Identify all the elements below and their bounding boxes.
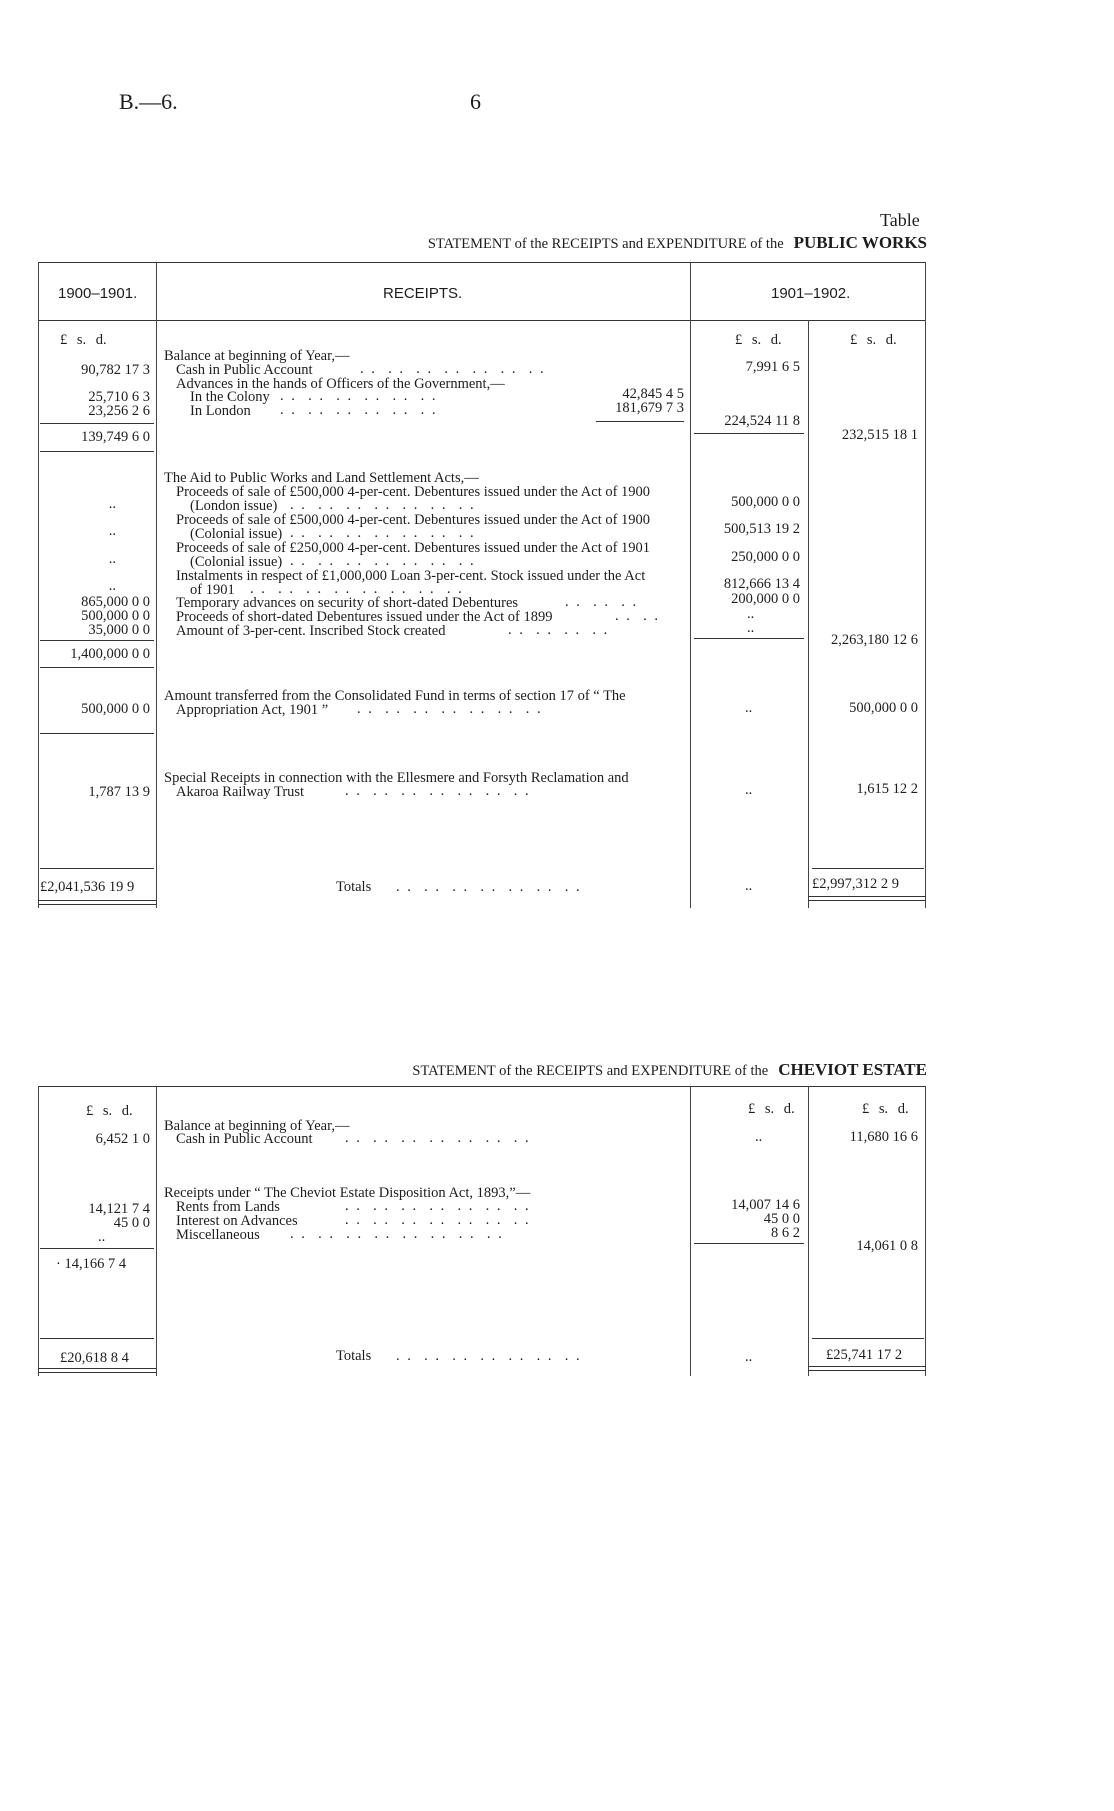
subtotal-rule bbox=[40, 451, 154, 452]
double-rule bbox=[38, 1372, 156, 1373]
t2-rec-line: Interest on Advances bbox=[176, 1213, 298, 1229]
t2-vline bbox=[690, 1086, 691, 1376]
t1-aid-prev: 35,000 0 0 bbox=[88, 622, 150, 638]
t1-vline bbox=[925, 262, 926, 908]
double-rule bbox=[808, 896, 926, 897]
page-reference: B.—6. bbox=[119, 89, 178, 114]
t2-rec-c1: 8 6 2 bbox=[771, 1225, 800, 1241]
t1-aid-prev: .. bbox=[108, 551, 116, 567]
dot-leader: . . . . . . . . . . . . . . bbox=[396, 879, 582, 895]
dot-leader: . . . . . . . . . . . . . . bbox=[290, 525, 476, 541]
dot-leader: . . . . . . . . . . . . . . . . bbox=[250, 581, 464, 597]
t1-aid-prev: 500,000 0 0 bbox=[81, 608, 150, 624]
t1-special-line: Akaroa Railway Trust bbox=[176, 784, 305, 800]
t2-totals-c1: .. bbox=[745, 1349, 753, 1365]
t1-special-prev: 1,787 13 9 bbox=[88, 784, 150, 800]
t1-consol-line: Appropriation Act, 1901 ” bbox=[176, 702, 329, 718]
t1-aid-c1: 812,666 13 4 bbox=[723, 576, 800, 592]
t1-col-desc: RECEIPTS. bbox=[383, 285, 463, 302]
dot-leader: . . . . . . . . . . . . . . bbox=[360, 361, 546, 377]
t2-bal-prev: 6,452 1 0 bbox=[95, 1131, 150, 1147]
double-rule bbox=[808, 900, 926, 901]
t1-sub-value: 181,679 7 3 bbox=[615, 400, 684, 416]
t1-aid-prev: .. bbox=[108, 496, 116, 512]
t1-consol-prev: 500,000 0 0 bbox=[81, 701, 150, 717]
t1-top-rule bbox=[38, 262, 926, 263]
t1-balance-c2-total: 232,515 18 1 bbox=[841, 427, 918, 443]
dot-leader: . . . . . . . . . . . . . . bbox=[345, 783, 531, 799]
t1-aid-c1: .. bbox=[747, 620, 755, 636]
dot-leader: . . . . . . . . . . . . . . bbox=[357, 701, 543, 717]
t2-bal-c1: .. bbox=[755, 1129, 763, 1145]
t1-aid-line: Instalments in respect of £1,000,000 Loan 3-per-cent. Stock issued under the Act bbox=[176, 568, 646, 584]
t2-vline bbox=[38, 1086, 39, 1376]
t1-aid-c1: 200,000 0 0 bbox=[731, 591, 800, 607]
dot-leader: . . . . . . bbox=[565, 594, 639, 610]
t1-lsd-c1: £ s. d. bbox=[735, 332, 782, 348]
subtotal-rule bbox=[596, 421, 684, 422]
t1-special-c2: 1,615 12 2 bbox=[856, 781, 918, 797]
t1-line: In London bbox=[190, 403, 251, 419]
t2-top-rule bbox=[38, 1086, 926, 1087]
t1-totals-c1: .. bbox=[745, 878, 753, 894]
double-rule bbox=[38, 1368, 156, 1369]
t1-balance-c1-total: 224,524 11 8 bbox=[724, 413, 800, 429]
subtotal-rule bbox=[694, 638, 804, 639]
dot-leader: . . . . . . . . . . . . . . bbox=[290, 497, 476, 513]
t2-title-bold: CHEVIOT ESTATE bbox=[778, 1060, 927, 1079]
t1-aid-c1: .. bbox=[747, 606, 755, 622]
t2-rec-c2-total: 14,061 0 8 bbox=[856, 1238, 918, 1254]
t2-rec-prev: 45 0 0 bbox=[113, 1215, 150, 1231]
dot-leader: . . . . . . . . . . . . . . bbox=[345, 1212, 531, 1228]
t1-totals-prev: £2,041,536 19 9 bbox=[40, 879, 135, 895]
subtotal-rule bbox=[40, 1248, 154, 1249]
t1-special-line: Special Receipts in connection with the Ellesmere and Forsyth Reclamation and bbox=[164, 770, 629, 786]
t1-c1-value: 7,991 6 5 bbox=[745, 359, 800, 375]
t1-vline bbox=[690, 262, 691, 908]
t1-aid-prev: .. bbox=[108, 578, 116, 594]
t1-line: In the Colony bbox=[190, 389, 270, 405]
t2-vline bbox=[808, 1086, 809, 1376]
t2-rec-prev: 14,121 7 4 bbox=[88, 1201, 150, 1217]
t2-rec-prev-total: · 14,166 7 4 bbox=[56, 1256, 127, 1272]
t1-aid-c1: 500,000 0 0 bbox=[731, 494, 800, 510]
t1-consol-c1: .. bbox=[745, 700, 753, 716]
t1-prev-value: 90,782 17 3 bbox=[81, 362, 150, 378]
t1-aid-line: (Colonial issue) bbox=[190, 554, 283, 570]
dot-leader: . . . . . . . . . . . . bbox=[280, 388, 438, 404]
subtotal-rule bbox=[694, 433, 804, 434]
t2-lsd-c1: £ s. d. bbox=[748, 1101, 795, 1117]
t2-totals-label: Totals bbox=[336, 1348, 372, 1364]
t2-vline bbox=[925, 1086, 926, 1376]
dot-leader: . . . . bbox=[615, 608, 660, 624]
t1-prev-value: 23,256 2 6 bbox=[88, 403, 150, 419]
t1-aid-line: (Colonial issue) bbox=[190, 526, 283, 542]
t2-bal-text: Cash in Public Account bbox=[176, 1131, 313, 1147]
subtotal-rule bbox=[40, 733, 154, 734]
double-rule bbox=[38, 900, 156, 901]
page-number: 6 bbox=[470, 89, 481, 114]
t1-title-bold: PUBLIC WORKS bbox=[793, 233, 927, 252]
t1-totals-label: Totals bbox=[336, 879, 372, 895]
t2-rec-c1: 14,007 14 6 bbox=[731, 1197, 800, 1213]
dot-leader: . . . . . . . . bbox=[508, 622, 610, 638]
t1-line: Advances in the hands of Officers of the Government,— bbox=[176, 376, 505, 392]
t1-aid-prev: .. bbox=[108, 523, 116, 539]
subtotal-rule bbox=[694, 1243, 804, 1244]
t2-lsd-prev: £ s. d. bbox=[86, 1103, 133, 1119]
total-rule bbox=[40, 868, 154, 869]
t2-bal-heading: Balance at beginning of Year,— bbox=[164, 1118, 350, 1134]
subtotal-rule bbox=[40, 423, 154, 424]
table-word: Table bbox=[880, 210, 920, 230]
t2-totals-c2: £25,741 17 2 bbox=[826, 1347, 903, 1363]
t1-sub-value: 42,845 4 5 bbox=[622, 386, 684, 402]
t2-lsd-c2: £ s. d. bbox=[862, 1101, 909, 1117]
dot-leader: . . . . . . . . . . . . . . bbox=[345, 1130, 531, 1146]
t2-title-prefix: STATEMENT of the RECEIPTS and EXPENDITURE of the bbox=[412, 1063, 769, 1079]
t2-vline bbox=[156, 1086, 157, 1376]
t1-aid-c1: 250,000 0 0 bbox=[731, 549, 800, 565]
double-rule bbox=[38, 904, 156, 905]
t1-aid-line: The Aid to Public Works and Land Settlement Acts,— bbox=[164, 470, 479, 486]
t2-totals-prev: £20,618 8 4 bbox=[60, 1350, 129, 1366]
t2-rec-heading: Receipts under “ The Cheviot Estate Disposition Act, 1893,”— bbox=[164, 1185, 531, 1201]
t1-lsd-c2: £ s. d. bbox=[850, 332, 897, 348]
t1-totals-c2: £2,997,312 2 9 bbox=[812, 876, 899, 892]
t1-col-prev: 1900–1901. bbox=[58, 285, 138, 302]
t1-header-rule bbox=[38, 320, 926, 321]
t1-special-c1: .. bbox=[745, 782, 753, 798]
dot-leader: . . . . . . . . . . . . bbox=[280, 402, 438, 418]
dot-leader: . . . . . . . . . . . . . . bbox=[396, 1348, 582, 1364]
total-rule bbox=[812, 868, 924, 869]
t1-aid-line: Proceeds of short-dated Debentures issued under the Act of 1899 bbox=[176, 609, 553, 625]
t1-aid-line: (London issue) bbox=[190, 498, 278, 514]
t1-consol-line: Amount transferred from the Consolidated Fund in terms of section 17 of “ The bbox=[164, 688, 626, 704]
t1-aid-line: of 1901 bbox=[190, 582, 235, 598]
t1-line: Balance at beginning of Year,— bbox=[164, 348, 350, 364]
t1-aid-line: Proceeds of sale of £250,000 4-per-cent. Debentures issued under the Act of 1901 bbox=[176, 540, 651, 556]
t2-rec-line: Miscellaneous bbox=[176, 1227, 260, 1243]
t1-prev-value: 25,710 6 3 bbox=[88, 389, 150, 405]
t1-title bbox=[428, 233, 927, 253]
t1-aid-line: Temporary advances on security of short-dated Debentures bbox=[176, 595, 519, 611]
double-rule bbox=[808, 1370, 926, 1371]
t1-balance-prev-total: 139,749 6 0 bbox=[81, 429, 150, 445]
t2-bal-c2: 11,680 16 6 bbox=[849, 1129, 918, 1145]
dot-leader: . . . . . . . . . . . . . . bbox=[345, 1198, 531, 1214]
t1-vline bbox=[156, 262, 157, 908]
t1-aid-prev-total: 1,400,000 0 0 bbox=[70, 646, 150, 662]
total-rule bbox=[40, 1338, 154, 1339]
t2-rec-line: Rents from Lands bbox=[176, 1199, 280, 1215]
subtotal-rule bbox=[40, 640, 154, 641]
t1-vline bbox=[38, 262, 39, 908]
t1-aid-line: Amount of 3-per-cent. Inscribed Stock created bbox=[176, 623, 446, 639]
t1-aid-c2-total: 2,263,180 12 6 bbox=[831, 632, 918, 648]
t2-rec-c1: 45 0 0 bbox=[763, 1211, 800, 1227]
total-rule bbox=[812, 1338, 924, 1339]
t1-consol-c2: 500,000 0 0 bbox=[849, 700, 918, 716]
t1-lsd-prev: £ s. d. bbox=[60, 332, 107, 348]
t1-col-curr: 1901–1902. bbox=[771, 285, 851, 302]
t1-aid-prev: 865,000 0 0 bbox=[81, 594, 150, 610]
dot-leader: . . . . . . . . . . . . . . bbox=[290, 553, 476, 569]
dot-leader: . . . . . . . . . . . . . . . . bbox=[290, 1226, 504, 1242]
t1-aid-c1: 500,513 19 2 bbox=[723, 521, 800, 537]
t1-aid-line: Proceeds of sale of £500,000 4-per-cent. Debentures issued under the Act of 1900 bbox=[176, 512, 651, 528]
t1-aid-line: Proceeds of sale of £500,000 4-per-cent. Debentures issued under the Act of 1900 bbox=[176, 484, 651, 500]
t1-line: Cash in Public Account bbox=[176, 362, 313, 378]
t1-title-prefix: STATEMENT of the RECEIPTS and EXPENDITURE of the bbox=[427, 236, 784, 252]
subtotal-rule bbox=[40, 667, 154, 668]
t2-title bbox=[412, 1060, 927, 1080]
t2-rec-prev: .. bbox=[98, 1229, 106, 1245]
t1-vline bbox=[808, 320, 809, 908]
double-rule bbox=[808, 1366, 926, 1367]
